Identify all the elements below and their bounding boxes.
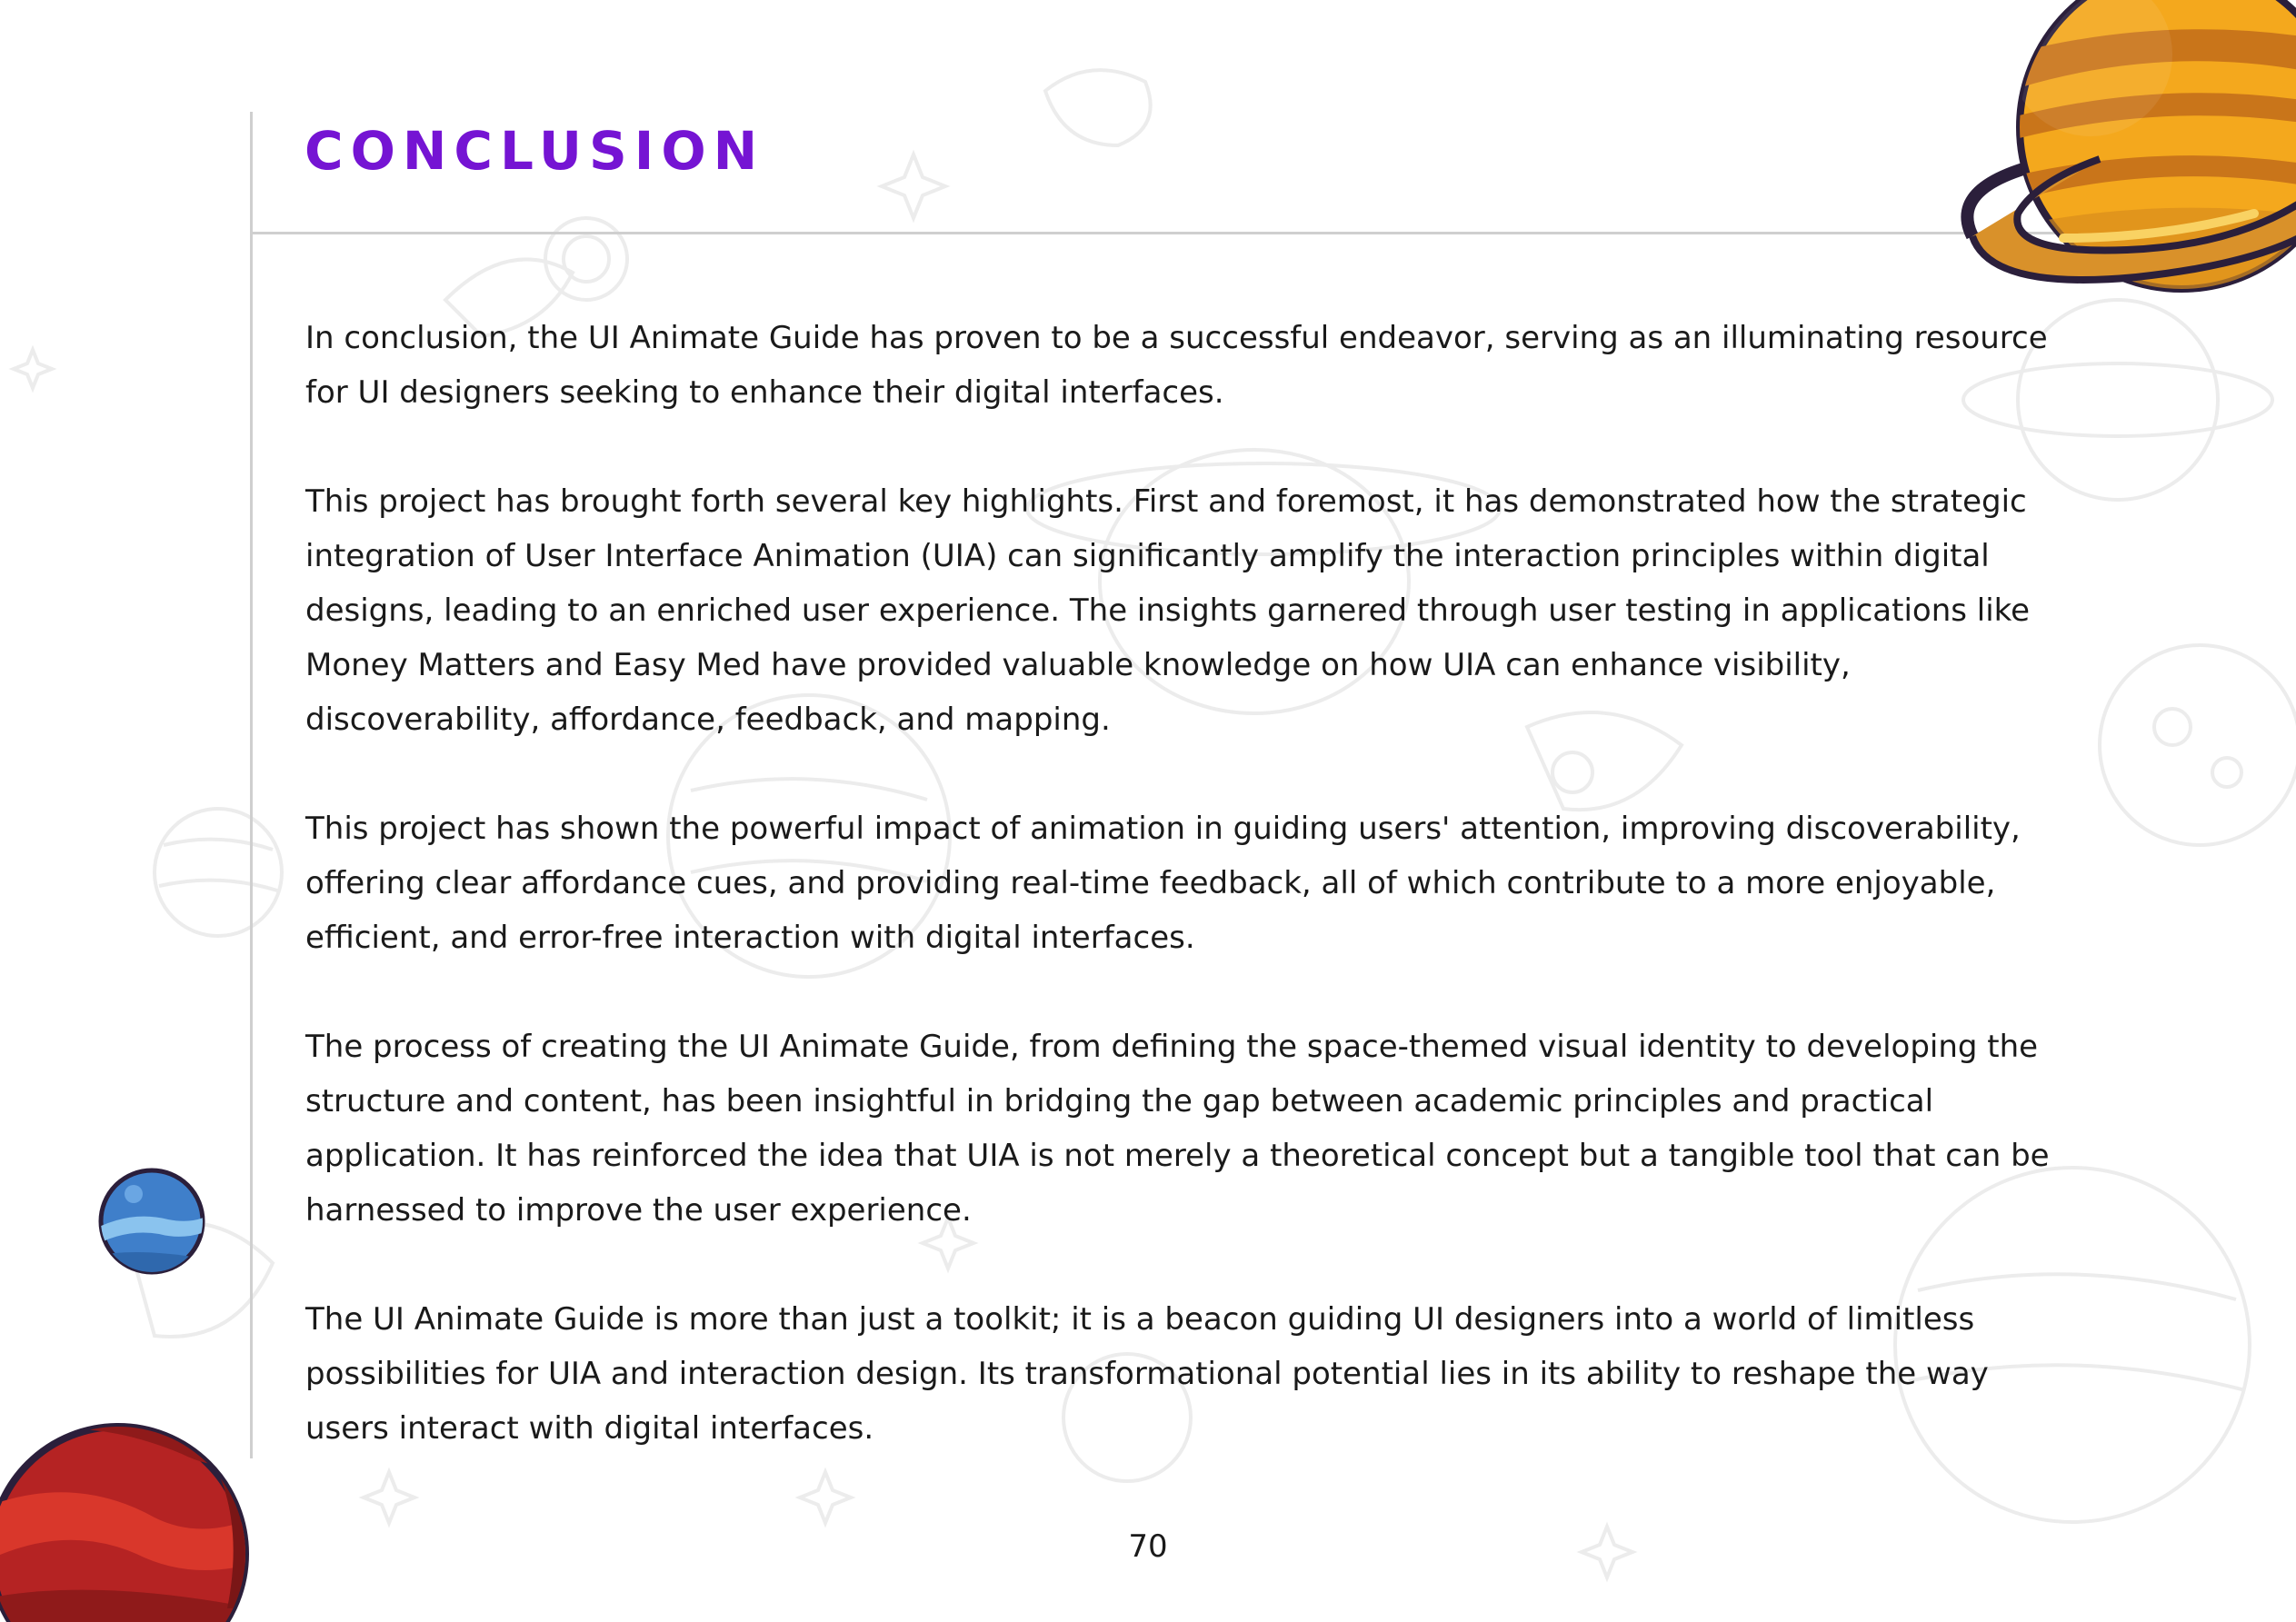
red-planet-icon	[0, 1372, 259, 1622]
paragraph: The UI Animate Guide is more than just a toolkit; it is a beacon guiding UI designers into a world of limitless possibilities for UIA and interaction design. Its transformational potential lies in its ability to reshape the way users interact with digital interfaces.	[305, 1301, 1989, 1447]
paragraph: This project has shown the powerful impact of animation in guiding users' attention, improving discoverability, offering clear affordance cues, and providing real-time feedback, all of which contribute to a more enjoyable, efficient, and error-free interaction with digital interfaces.	[305, 811, 2021, 956]
page-title: CONCLUSION	[304, 120, 765, 182]
paragraph: In conclusion, the UI Animate Guide has proven to be a successful endeavor, serving as an illuminating resource for UI designers seeking to enhance their digital interfaces.	[305, 320, 2048, 411]
vertical-rule	[250, 112, 253, 1458]
conclusion-body	[305, 311, 2060, 1510]
paragraph: This project has brought forth several key highlights. First and foremost, it has demonstrated how the strategic integration of User Interface Animation (UIA) can significantly amplify the interaction principles within digital designs, leading to an enriched user experience. The insights garnered through user testing in applications like Money Matters and Easy Med have provided valuable knowledge on how UIA can enhance visibility, discoverability, affordance, feedback, and mapping.	[305, 483, 2031, 738]
page-number: 70	[1128, 1528, 1168, 1565]
blue-planet-icon	[95, 1165, 208, 1278]
paragraph: The process of creating the UI Animate Guide, from defining the space-themed visual identity to developing the structure and content, has been insightful in bridging the gap between academic principles and practical application. It has reinforced the idea that UIA is not merely a theoretical concept but a tangible tool that can be harnessed to improve the user experience.	[305, 1029, 2050, 1229]
saturn-icon	[1954, 0, 2296, 304]
